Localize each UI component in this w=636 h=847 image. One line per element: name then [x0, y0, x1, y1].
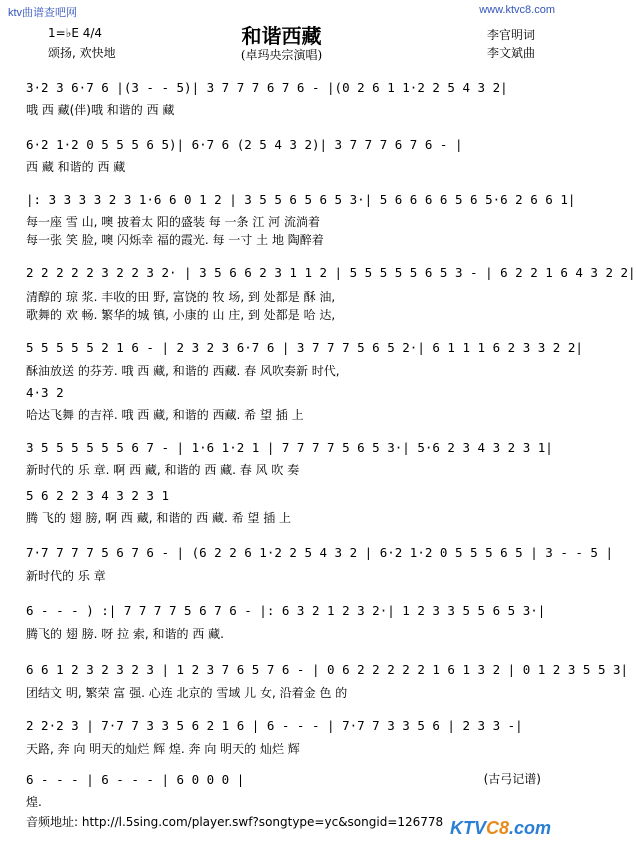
lyricist-credit: 李官明词 [486, 28, 535, 42]
song-title: 和谐西藏 [241, 24, 322, 48]
transcriber-credit: (古弓记谱) [483, 772, 541, 786]
notation-row: 5 5 5 5 5 2 1 6 - | 2 3 2 3 6·7 6 | 3 7 7 7 5 6 5 2·| 6 1 1 1 6 2 3 3 2 2| [26, 340, 583, 355]
site-url-right: www.ktvc8.com [479, 4, 555, 16]
notation-row: 6 - - - | 6 - - - | 6 0 0 0 | [26, 772, 245, 787]
logo-part-c8: C8 [485, 818, 509, 838]
lyrics-line: 西 藏 和谐的 西 藏 [26, 160, 126, 174]
lyrics-line: 每一张 笑 脸, 噢 闪烁幸 福的霞光. 每 一寸 土 地 陶醉着 [26, 233, 324, 247]
lyrics-line: 歌舞的 欢 畅. 繁华的城 镇, 小康的 山 庄, 到 处都是 哈 达, [26, 308, 336, 322]
notation-row: |: 3 3 3 3 2 3 1·6 6 0 1 2 | 3 5 5 6 5 6 5 3·| 5 6 6 6 6 5 6 5·6 2 6 6 1| [26, 192, 576, 207]
site-name-left: ktv曲谱查吧网 [8, 7, 78, 19]
lyrics-line: 每一座 雪 山, 噢 披着太 阳的盛装 每 一条 江 河 流淌着 [26, 215, 320, 229]
audio-address-url[interactable]: http://l.5sing.com/player.swf?songtype=yc&songid=126778 [81, 815, 444, 829]
tempo-marking: 颂扬, 欢快地 [48, 46, 116, 60]
notation-row: 6 - - - ) :| 7 7 7 7 5 6 7 6 - |: 6 3 2 1 2 3 2·| 1 2 3 3 5 5 6 5 3·| [26, 603, 546, 618]
lyrics-line: 团结文 明, 繁荣 富 强. 心连 北京的 雪域 儿 女, 沿着金 色 的 [26, 686, 348, 700]
composer-credit: 李文斌曲 [486, 46, 535, 60]
audio-address-label: 音频地址: [26, 815, 79, 829]
notation-row: 4·3 2 [26, 385, 64, 400]
lyrics-line: 新时代的 乐 章 [26, 569, 106, 583]
lyrics-line: 天路, 奔 向 明天的灿烂 辉 煌. 奔 向 明天的 灿烂 辉 [26, 742, 300, 756]
logo-part-com: .com [508, 818, 551, 838]
notation-row: 3 5 5 5 5 5 5 6 7 - | 1·6 1·2 1 | 7 7 7 7 5 6 5 3·| 5·6 2 3 4 3 2 3 1| [26, 440, 553, 455]
lyrics-line: 清醇的 琼 浆. 丰收的田 野, 富饶的 牧 场, 到 处都是 酥 油, [26, 290, 336, 304]
ktvc8-logo [450, 818, 551, 839]
notation-row: 3·2 3 6·7 6 |(3 - - 5)| 3 7 7 7 6 7 6 - |(0 2 6 1 1·2 2 5 4 3 2| [26, 80, 508, 95]
logo-part-ktv: KTV [449, 818, 486, 838]
notation-row: 2 2·2 3 | 7·7 7 3 3 5 6 2 1 6 | 6 - - - | 7·7 7 3 3 5 6 | 2 3 3 -| [26, 718, 523, 733]
lyrics-line: 酥油放送 的芬芳. 哦 西 藏, 和谐的 西藏. 春 风吹奏新 时代, [26, 364, 340, 378]
key-signature: 1=♭E 4/4 [48, 26, 103, 40]
audio-address [26, 813, 443, 830]
lyrics-line: 哈达飞舞 的吉祥. 哦 西 藏, 和谐的 西藏. 希 望 插 上 [26, 408, 304, 422]
song-subtitle: (卓玛央宗演唱) [240, 48, 323, 62]
notation-row: 7·7 7 7 7 5 6 7 6 - | (6 2 2 6 1·2 2 5 4 3 2 | 6·2 1·2 0 5 5 5 6 5 | 3 - - 5 | [26, 545, 613, 560]
notation-row: 6·2 1·2 0 5 5 5 6 5)| 6·7 6 (2 5 4 3 2)| 3 7 7 7 6 7 6 - | [26, 137, 463, 152]
notation-row: 5 6 2 2 3 4 3 2 3 1 [26, 488, 169, 503]
lyrics-line: 腾 飞的 翅 膀, 啊 西 藏, 和谐的 西 藏. 希 望 插 上 [26, 511, 292, 525]
notation-row: 2 2 2 2 2 3 2 2 3 2· | 3 5 6 6 2 3 1 1 2 | 5 5 5 5 5 6 5 3 - | 6 2 2 1 6 4 3 2 2| [26, 265, 636, 280]
lyrics-line: 哦 西 藏(伴)哦 和谐的 西 藏 [26, 103, 175, 117]
lyrics-line: 煌. [26, 795, 42, 809]
lyrics-line: 新时代的 乐 章. 啊 西 藏, 和谐的 西 藏. 春 风 吹 奏 [26, 463, 300, 477]
lyrics-line: 腾飞的 翅 膀. 呀 拉 索, 和谐的 西 藏. [26, 627, 224, 641]
notation-row: 6 6 1 2 3 2 3 2 3 | 1 2 3 7 6 5 7 6 - | 0 6 2 2 2 2 2 1 6 1 3 2 | 0 1 2 3 5 5 3| [26, 662, 629, 677]
